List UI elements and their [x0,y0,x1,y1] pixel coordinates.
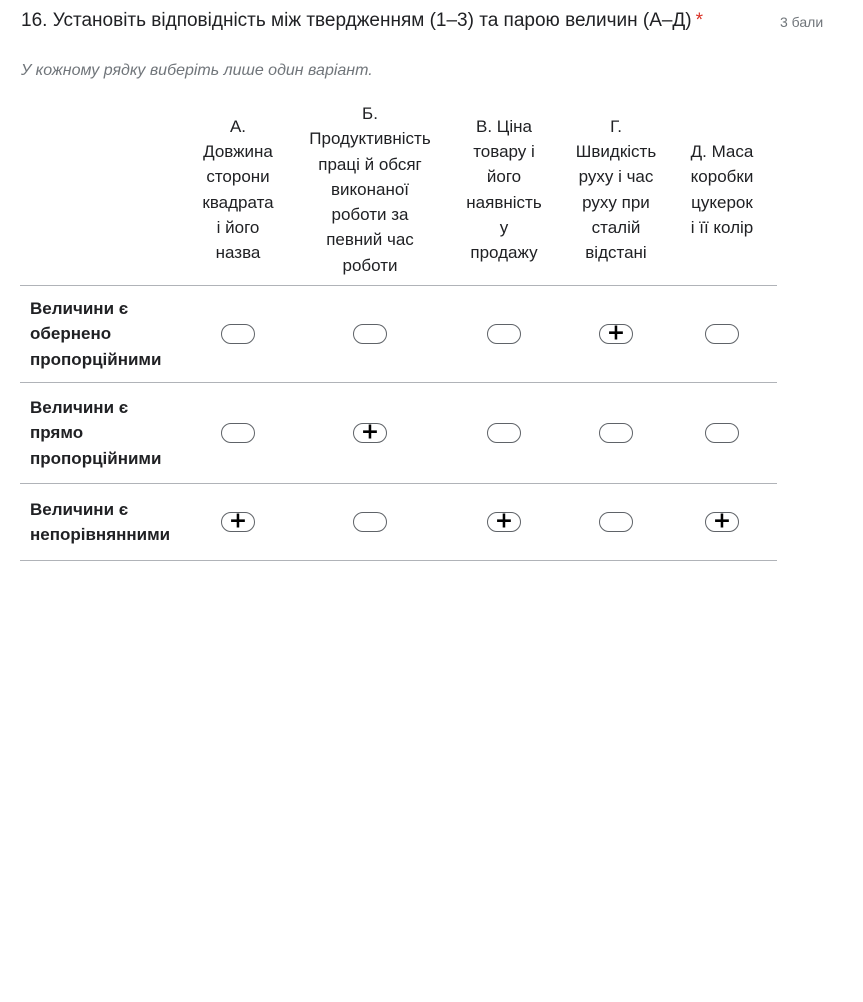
column-header-v: В. Ціна товару і його наявність у продажу [466,116,542,263]
plus-mark-icon: + [606,320,626,346]
column-header-a: А. Довжина сторони квадрата і його назва [202,116,274,263]
grid-header-row [20,100,777,285]
grid-row-direct [20,382,777,483]
plus-mark-icon: + [360,419,380,445]
radio-option[interactable] [221,324,255,344]
radio-option[interactable] [705,423,739,443]
plus-mark-icon: + [494,508,514,534]
radio-option[interactable] [705,508,739,534]
radio-option[interactable] [487,508,521,534]
radio-option[interactable] [353,324,387,344]
plus-mark-icon: + [228,508,248,534]
radio-option[interactable] [599,423,633,443]
radio-option[interactable] [599,320,633,346]
row-label: Величини є непорівнянними [30,499,171,544]
radio-option[interactable] [353,419,387,445]
points-label: 3 бали [780,14,824,30]
radio-option[interactable] [221,423,255,443]
row-label: Величини є обернено пропорційними [30,299,162,369]
plus-mark-icon: + [712,508,732,534]
radio-option[interactable] [487,324,521,344]
radio-option[interactable] [353,512,387,532]
required-marker: * [695,10,704,31]
radio-option[interactable] [599,512,633,532]
question-title-text: 16. Установіть відповідність між твердженням (1–3) та парою величин (А–Д) [21,10,692,31]
column-header-d: Д. Маса коробки цукерок і її колір [690,141,754,237]
radio-option[interactable] [221,508,255,534]
grid-row-incomparable [20,483,777,561]
choice-grid [20,100,777,561]
instruction-text: У кожному рядку виберіть лише один варіант. [21,62,373,79]
grid-row-inverse [20,285,777,382]
question-title [21,8,703,34]
column-header-g: Г. Швидкість руху і час руху при сталій відстані [575,116,657,263]
column-header-b: Б. Продуктивність праці й обсяг виконаної роботи за певний час роботи [309,103,431,275]
radio-option[interactable] [487,423,521,443]
radio-option[interactable] [705,324,739,344]
row-label: Величини є прямо пропорційними [30,398,162,468]
